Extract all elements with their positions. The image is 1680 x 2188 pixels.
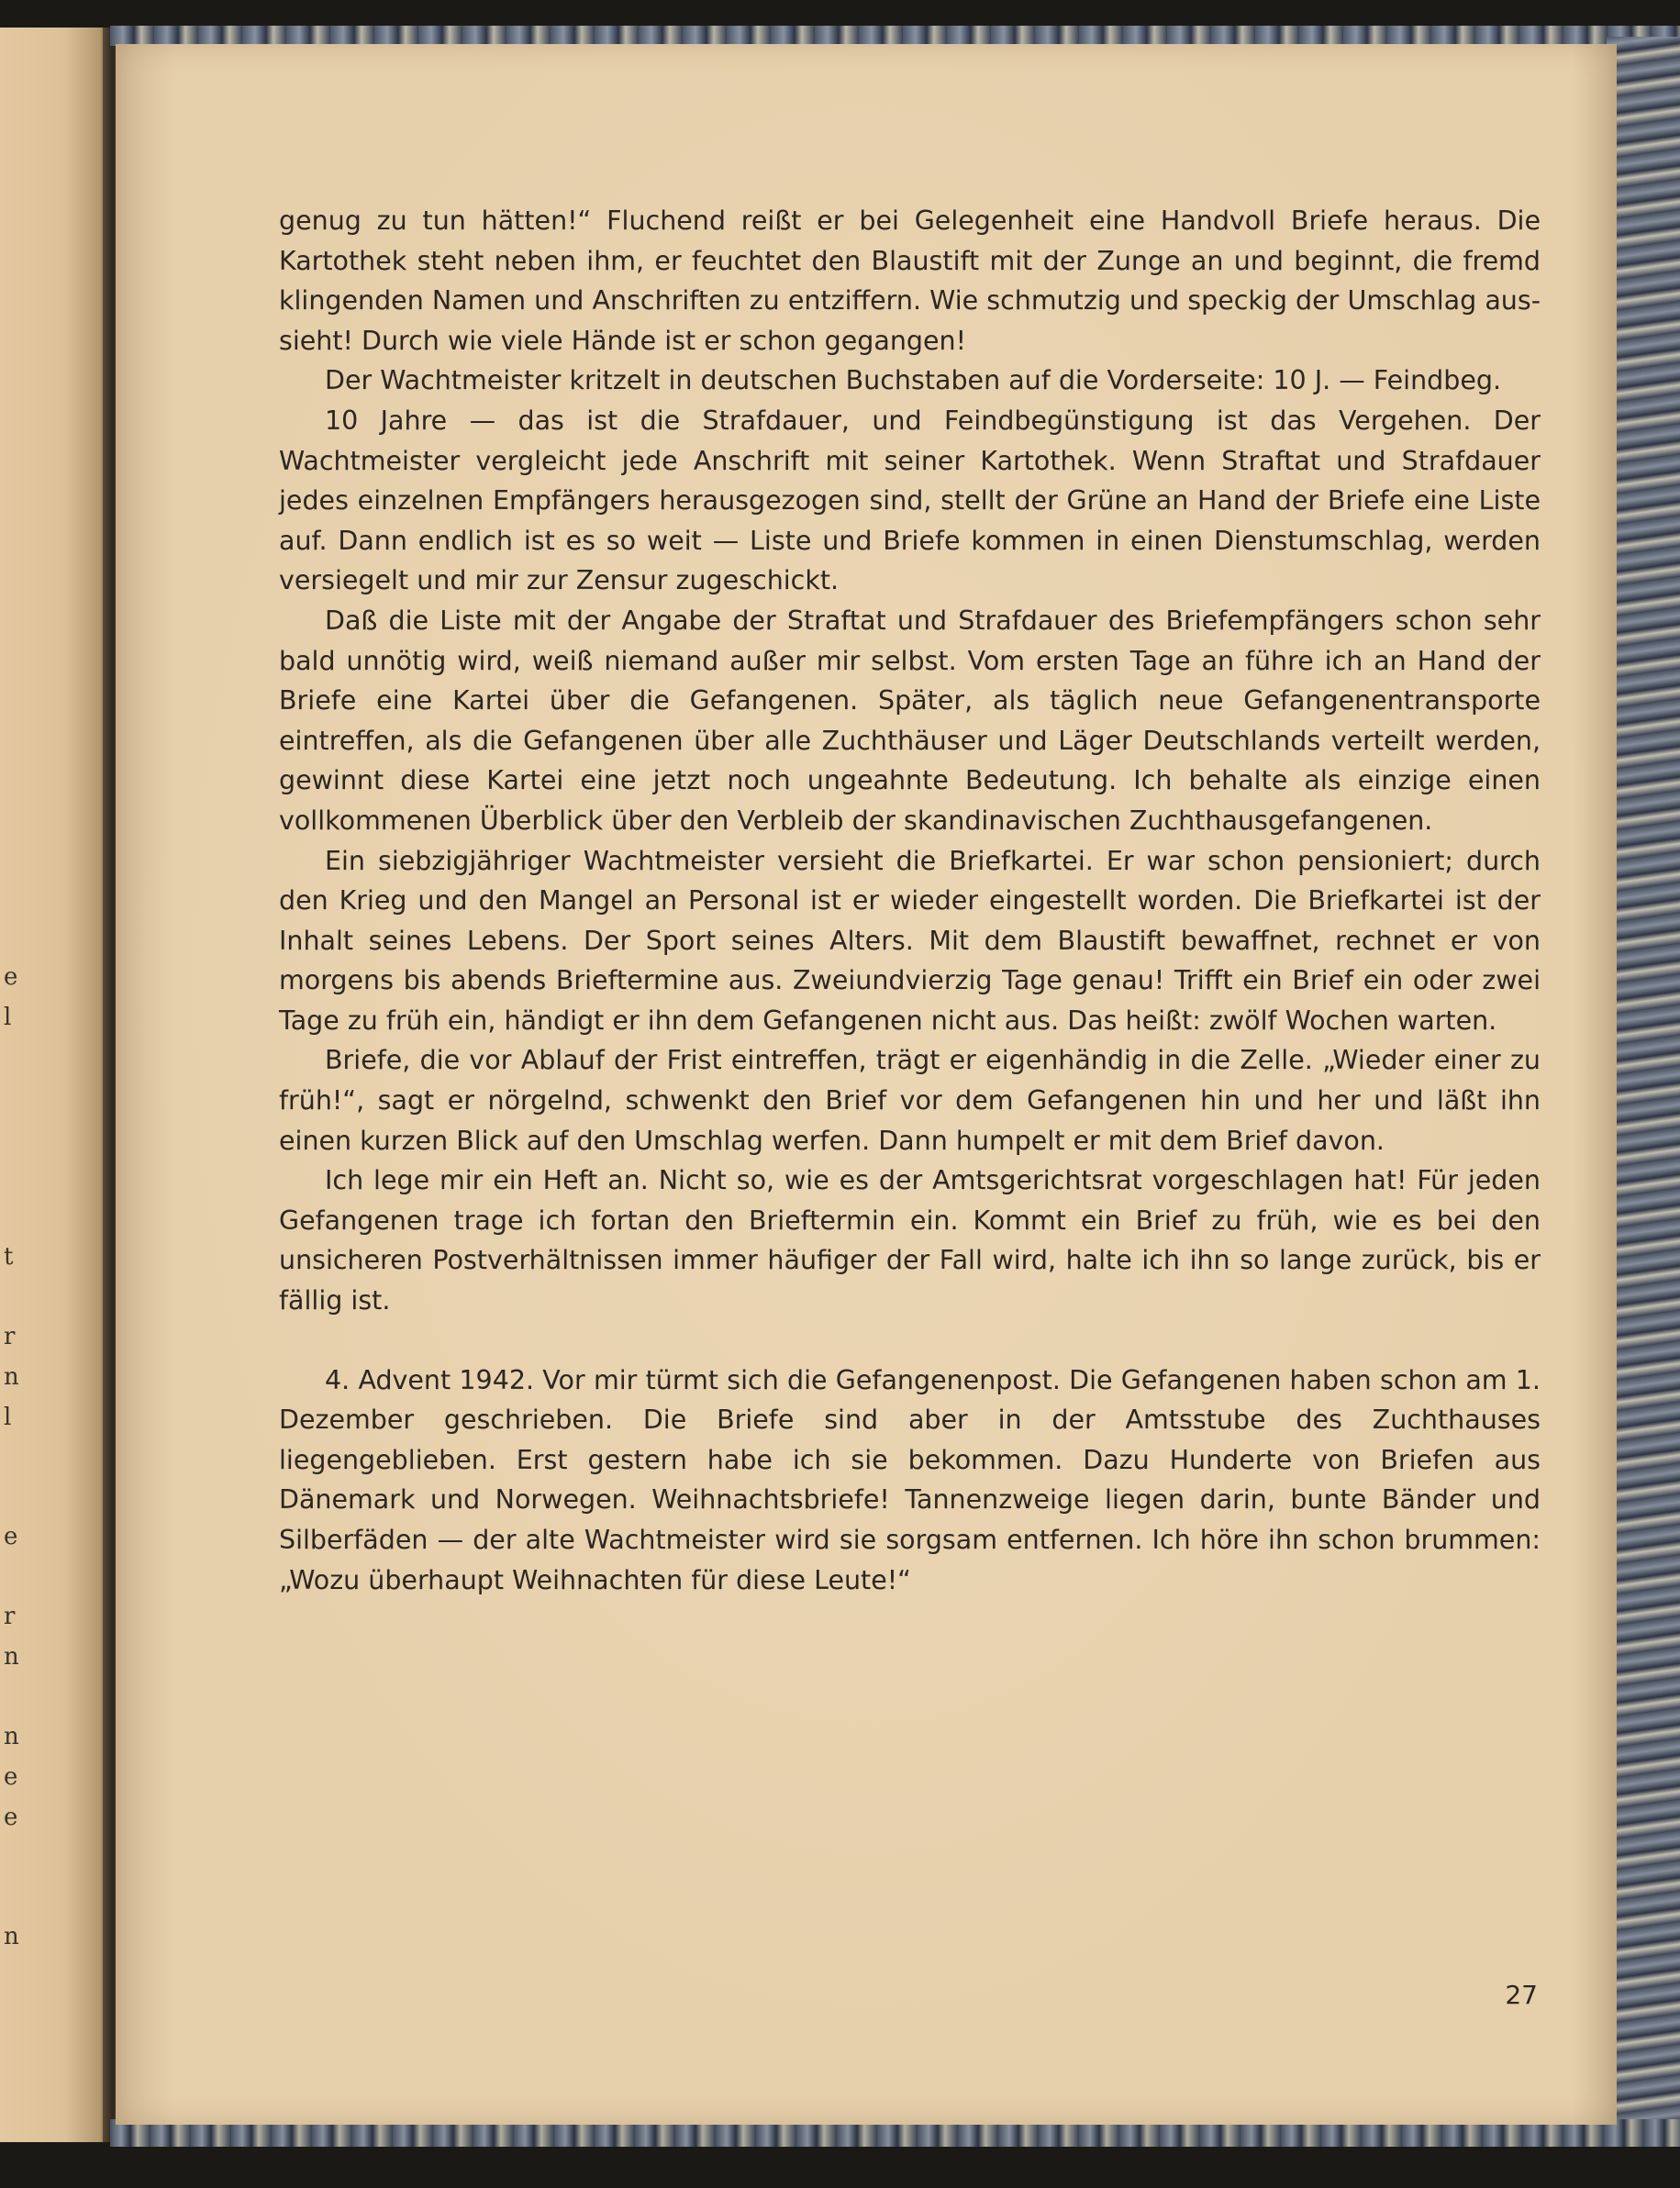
book-page bbox=[116, 44, 1617, 2125]
body-text bbox=[279, 201, 1541, 1600]
book-cover-top-edge bbox=[110, 26, 1680, 46]
left-page-fragment: t bbox=[4, 1243, 14, 1271]
paragraph: Daß die Liste mit der Angabe der Straftat und Strafdauer des Briefempfängers schon sehr bald unnötig wird, weiß niemand außer mir selbst. Vom ersten Tage an führe ich an Hand der Briefe eine Kartei über die Gefangenen. Später, als täglich neue Gefangenentransporte eintreffen, als die Gefangenen über alle Zuchthäuser und Läger Deutschlands verteilt werden, gewinnt diese Kartei eine jetzt noch ungeahnte Bedeutung. Ich behalte als einzige einen vollkommenen Überblick über den Verbleib der skandinavischen Zuchthausgefangenen. bbox=[279, 605, 1541, 836]
left-page-fragment: r bbox=[4, 1323, 16, 1350]
paragraph: Der Wachtmeister kritzelt in deutschen Buchstaben auf die Vorderseite: 10 J. — Feindbeg. bbox=[325, 365, 1502, 396]
left-page-fragment: n bbox=[4, 1363, 19, 1391]
left-page-fragment: e bbox=[4, 963, 18, 991]
paragraph: 10 Jahre — das ist die Strafdauer, und Feindbegünstigung ist das Vergehen. Der Wachtmeister vergleicht jede Anschrift mit seiner Kartothek. Wenn Straftat und Strafdauer jedes einzelnen Empfängers herausgezogen sind, stellt der Grüne an Hand der Briefe eine Liste auf. Dann endlich ist es so weit — Liste und Briefe kommen in einen Dienstumschlag, werden versiegelt und mir zur Zensur zugeschickt. bbox=[279, 405, 1541, 596]
left-page-fragment: e bbox=[4, 1763, 18, 1791]
left-page-fragment: e bbox=[4, 1523, 18, 1550]
page-number: 27 bbox=[1505, 1980, 1538, 2010]
left-page-fragment: l bbox=[4, 1404, 12, 1431]
paragraph: genug zu tun hätten!“ Fluchend reißt er bei Gelegenheit eine Handvoll Briefe heraus. Die Kartothek steht neben ihm, er feuchtet den Blaustift mit der Zunge an und beginnt, die fremd klingenden Namen und Anschriften zu entziffern. Wie schmutzig und speckig der Umschlag aussieht! Durch wie viele Hände ist er schon gegangen! bbox=[279, 205, 1541, 356]
paragraph: Briefe, die vor Ablauf der Frist eintreffen, trägt er eigenhändig in die Zelle. „Wieder einer zu früh!“, sagt er nörgelnd, schwenkt den Brief vor dem Gefangenen hin und her und läßt ihn einen kurzen Blick auf den Umschlag werfen. Dann humpelt er mit dem Brief davon. bbox=[279, 1045, 1541, 1156]
book-cover-right-edge bbox=[1607, 37, 1680, 2138]
left-page-fragment: e bbox=[4, 1804, 18, 1831]
left-facing-page bbox=[0, 28, 108, 2142]
left-page-fragment: l bbox=[4, 1004, 12, 1031]
paragraph: Ich lege mir ein Heft an. Nicht so, wie es der Amtsgerichtsrat vorgeschlagen hat! Für jeden Gefangenen trage ich fortan den Brieftermin ein. Kommt ein Brief zu früh, wie es bei den unsicheren Postverhältnissen immer häufiger der Fall wird, halte ich ihn so lange zurück, bis er fällig ist. bbox=[279, 1165, 1541, 1316]
paragraph: 4. Advent 1942. Vor mir türmt sich die Gefangenenpost. Die Gefangenen haben schon am 1. Dezember geschrieben. Die Briefe sind aber in der Amtsstube des Zuchthauses liegengeblieben. Erst gestern habe ich sie bekommen. Dazu Hunderte von Briefen aus Dänemark und Norwegen. Weihnachtsbriefe! Tannenzweige liegen darin, bunte Bänder und Silberfäden — der alte Wachtmeister wird sie sorgsam entfernen. Ich höre ihn schon brummen: „Wozu überhaupt Weihnachten für diese Leute!“ bbox=[279, 1364, 1541, 1595]
left-page-fragment: n bbox=[4, 1723, 19, 1750]
left-page-fragment: n bbox=[4, 1643, 19, 1671]
left-page-fragment: r bbox=[4, 1603, 16, 1630]
paragraph: Ein siebzigjähriger Wachtmeister versieht die Briefkartei. Er war schon pensioniert; durch den Krieg und den Mangel an Personal ist er wieder eingestellt worden. Die Briefkartei ist der Inhalt seines Lebens. Der Sport seines Alters. Mit dem Blaustift bewaffnet, rechnet er von morgens bis abends Brieftermine aus. Zweiundvierzig Tage genau! Trifft ein Brief ein oder zwei Tage zu früh ein, händigt er ihn dem Gefangenen nicht aus. Das heißt: zwölf Wochen warten. bbox=[279, 845, 1541, 1036]
left-page-fragment: n bbox=[4, 1923, 19, 1950]
